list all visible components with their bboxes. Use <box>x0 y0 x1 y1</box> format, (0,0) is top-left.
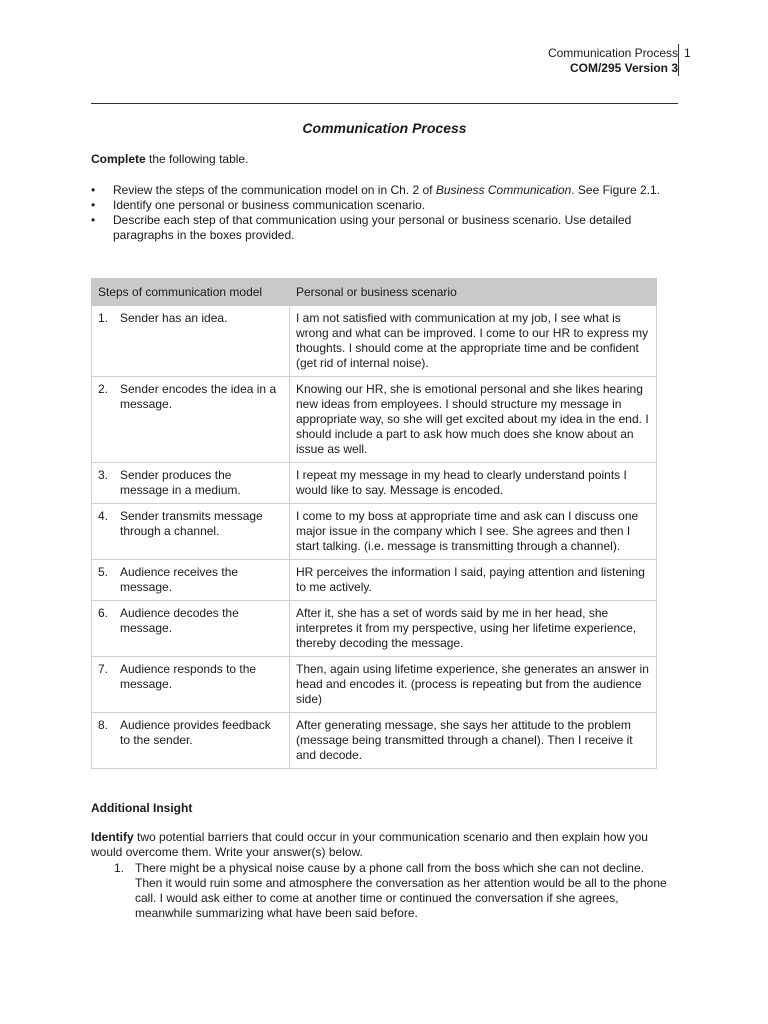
step-cell: 3. Sender produces the message in a medium. <box>92 463 290 504</box>
step-cell: 8. Audience provides feedback to the sender. <box>92 713 290 769</box>
header-title: Communication Process <box>547 46 678 60</box>
scenario-cell[interactable]: HR perceives the information I said, paying attention and listening to me actively. <box>290 560 657 601</box>
instruction-item: • Identify one personal or business communication scenario. <box>91 198 426 212</box>
intro-bold: Complete <box>91 152 146 166</box>
column-header-steps: Steps of communication model <box>92 279 290 306</box>
table-row <box>92 377 657 463</box>
scenario-cell[interactable]: I am not satisfied with communication at my job, I see what is wrong and what can be improved. I come to our HR to express my thoughts. I should come at the appropriate time and be confident (get rid of internal noise). <box>290 306 657 377</box>
answer-item[interactable]: 1. There might be a physical noise cause by a phone call from the boss which she can not decline. Then it would ruin some and atmosphere the conversation as her attention would be all to the phone call. I would ask either to come at another time or continued the conversation if she agrees, meanwhile summarizing what have been said before. <box>114 861 667 920</box>
header-course: COM/295 Version 3 <box>569 61 678 75</box>
bullet-icon: • <box>91 213 96 227</box>
step-cell: 4. Sender transmits message through a channel. <box>92 504 290 560</box>
step-cell: 7. Audience responds to the message. <box>92 657 290 713</box>
header-divider <box>678 44 679 76</box>
bullet-icon: • <box>91 183 96 197</box>
identify-text: two potential barriers that could occur in your communication scenario and then explain how you would overcome them. Write your answer(s) below. <box>91 830 648 859</box>
bullet-icon: • <box>91 198 96 212</box>
page-number: 1 <box>684 46 691 60</box>
scenario-cell[interactable]: I come to my boss at appropriate time and ask can I discuss one major issue in the company which I see. She agrees and then I start talking. (i.e. message is transmitting through a channel). <box>290 504 657 560</box>
step-cell: 6. Audience decodes the message. <box>92 601 290 657</box>
communication-table <box>91 278 657 769</box>
identify-instruction <box>91 830 681 860</box>
intro-text: the following table. <box>145 152 249 166</box>
table-row <box>92 657 657 713</box>
table-row <box>92 713 657 769</box>
answer-list <box>114 861 674 921</box>
scenario-cell[interactable]: Knowing our HR, she is emotional personal and she likes hearing new ideas from employees. I should structure my message in appropriate way, so she will get excited about my idea in the end. I should include a part to ask how much does she know about an issue as well. <box>290 377 657 463</box>
header-rule <box>91 103 678 104</box>
intro-instruction <box>91 152 248 167</box>
document-title: Communication Process <box>302 120 467 136</box>
instruction-item: • Review the steps of the communication model on in Ch. 2 of Business Communication. See Figure 2.1. <box>91 183 660 197</box>
additional-insight-heading: Additional Insight <box>91 801 193 815</box>
step-cell: 1. Sender has an idea. <box>92 306 290 377</box>
scenario-cell[interactable]: Then, again using lifetime experience, she generates an answer in head and encodes it. (process is repeating but from the audience side) <box>290 657 657 713</box>
instruction-item: • Describe each step of that communication using your personal or business scenario. Use detailed paragraphs in the boxes provided. <box>91 213 632 242</box>
page-header <box>548 46 678 76</box>
table-row <box>92 306 657 377</box>
table-header-row <box>92 279 657 306</box>
step-cell: 5. Audience receives the message. <box>92 560 290 601</box>
table-row <box>92 601 657 657</box>
column-header-scenario: Personal or business scenario <box>290 279 657 306</box>
table-row <box>92 463 657 504</box>
table-row <box>92 560 657 601</box>
step-cell: 2. Sender encodes the idea in a message. <box>92 377 290 463</box>
table-row <box>92 504 657 560</box>
instruction-list <box>91 183 661 243</box>
scenario-cell[interactable]: After generating message, she says her attitude to the problem (message being transmitted through a chanel). Then I receive it and decode. <box>290 713 657 769</box>
scenario-cell[interactable]: After it, she has a set of words said by me in her head, she interpretes it from my perspective, using her lifetime experience, thereby decoding the message. <box>290 601 657 657</box>
scenario-cell[interactable]: I repeat my message in my head to clearly understand points I would like to say. Message is encoded. <box>290 463 657 504</box>
identify-bold: Identify <box>91 830 134 844</box>
